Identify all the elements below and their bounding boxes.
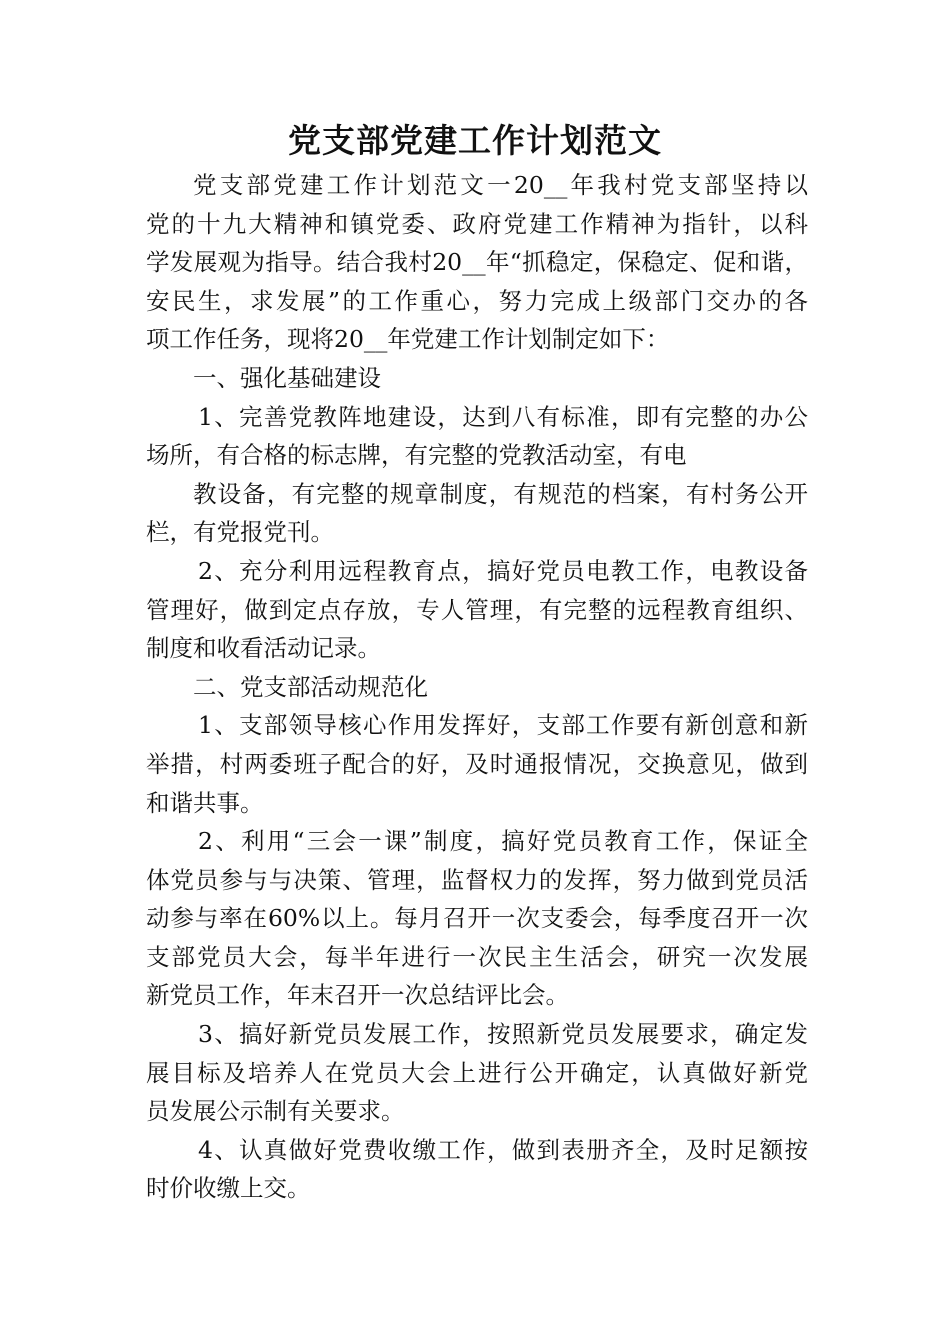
text-line: 3、搞好新党员发展工作，按照新党员发展要求，确定发 [198,1020,808,1049]
text-line: 学发展观为指导。结合我村20__年“抓稳定，保稳定、促和谐， [146,248,808,277]
text-line: 和谐共事。 [146,788,264,817]
text-line: 动参与率在60%以上。每月召开一次支委会，每季度召开一次 [146,904,808,933]
section-heading: 一、强化基础建设 [193,363,381,392]
section-heading: 二、党支部活动规范化 [193,672,428,701]
text-line: 新党员工作，年末召开一次总结评比会。 [146,981,569,1010]
text-line: 项工作任务，现将20__年党建工作计划制定如下： [146,325,670,354]
text-line: 教设备，有完整的规章制度，有规范的档案，有村务公开 [193,479,808,508]
text-line: 举措，村两委班子配合的好，及时通报情况，交换意见，做到 [146,749,808,778]
text-line: 体党员参与与决策、管理，监督权力的发挥，努力做到党员活 [146,865,808,894]
text-line: 1、支部领导核心作用发挥好，支部工作要有新创意和新 [198,711,808,740]
document-body [146,166,808,1208]
text-line: 支部党员大会，每半年进行一次民主生活会，研究一次发展 [146,942,808,971]
text-line: 时价收缴上交。 [146,1174,311,1203]
text-line: 党的十九大精神和镇党委、政府党建工作精神为指针，以科 [146,209,808,238]
text-line: 管理好，做到定点存放，专人管理，有完整的远程教育组织、 [146,595,808,624]
text-line: 员发展公示制有关要求。 [146,1097,405,1126]
text-line: 1、完善党教阵地建设，达到八有标准，即有完整的办公 [198,402,808,431]
text-line: 党支部党建工作计划范文一20__年我村党支部坚持以 [193,171,808,199]
text-line: 制度和收看活动记录。 [146,634,381,663]
text-line: 展目标及培养人在党员大会上进行公开确定，认真做好新党 [146,1058,808,1087]
text-line: 4、认真做好党费收缴工作，做到表册齐全，及时足额按 [198,1135,808,1164]
text-line: 安民生，求发展”的工作重心，努力完成上级部门交办的各 [146,286,808,315]
text-line: 栏，有党报党刊。 [146,518,334,547]
text-line: 2、充分利用远程教育点，搞好党员电教工作，电教设备 [198,556,808,585]
document-title: 党支部党建工作计划范文 [288,121,662,160]
text-line: 2、利用“三会一课”制度，搞好党员教育工作，保证全 [198,827,808,856]
text-line: 场所，有合格的标志牌，有完整的党教活动室，有电 [146,441,687,470]
